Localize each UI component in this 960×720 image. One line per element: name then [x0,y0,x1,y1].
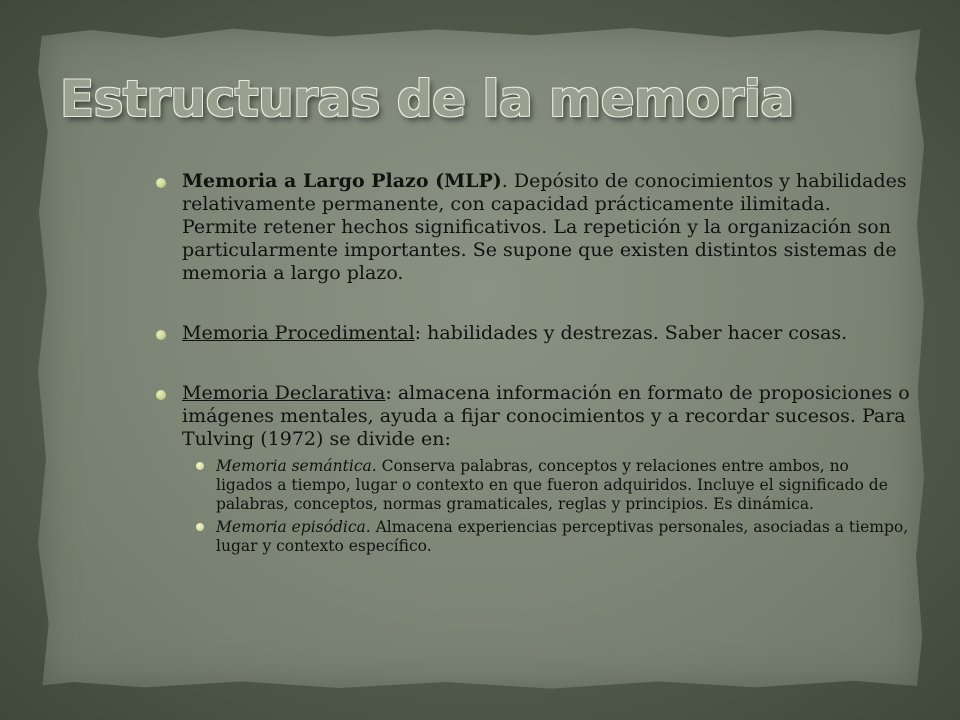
term-declarativa: Memoria Declarativa [182,382,386,404]
text-mlp: . Depósito de conocimientos y habilidades relativamente permanente, con capacidad prácticamente ilimitada. Permite retener hechos significativos. La repetición y la organización son particularmente importantes. Se supone que existen distintos sistemas de memoria a largo plazo. [182,170,907,284]
sub-bullet-dot-icon [196,523,204,531]
slide-title: Estructuras de la memoria [60,70,794,128]
slide-content [150,170,910,556]
term-episodica: Memoria episódica [216,518,366,536]
sub-bullet-dot-icon [196,462,204,470]
bullet-dot-icon [156,390,166,400]
bullet-item-declarativa [150,382,910,451]
subitem-semantica [190,457,910,514]
term-procedimental: Memoria Procedimental [182,322,415,344]
term-semantica: Memoria semántica [216,457,372,475]
text-semantica: . Conserva palabras, conceptos y relaciones entre ambos, no ligados a tiempo, lugar o contexto en que fueron adquiridos. Incluye el significado de palabras, conceptos, normas gramaticales, reglas y principios. Es dinámica. [216,457,888,513]
text-procedimental: : habilidades y destrezas. Saber hacer cosas. [414,322,848,344]
term-mlp: Memoria a Largo Plazo (MLP) [182,170,502,192]
bullet-dot-icon [156,330,166,340]
text-episodica: . Almacena experiencias perceptivas personales, asociadas a tiempo, lugar y contexto específico. [216,518,909,555]
bullet-item-procedimental [150,322,910,345]
bullet-item-mlp [150,170,910,285]
text-declarativa: : almacena información en formato de proposiciones o imágenes mentales, ayuda a fijar conocimientos y a recordar sucesos. Para Tulving (1972) se divide en: [182,382,910,450]
bullet-dot-icon [156,178,166,188]
subitem-episodica [190,518,910,556]
